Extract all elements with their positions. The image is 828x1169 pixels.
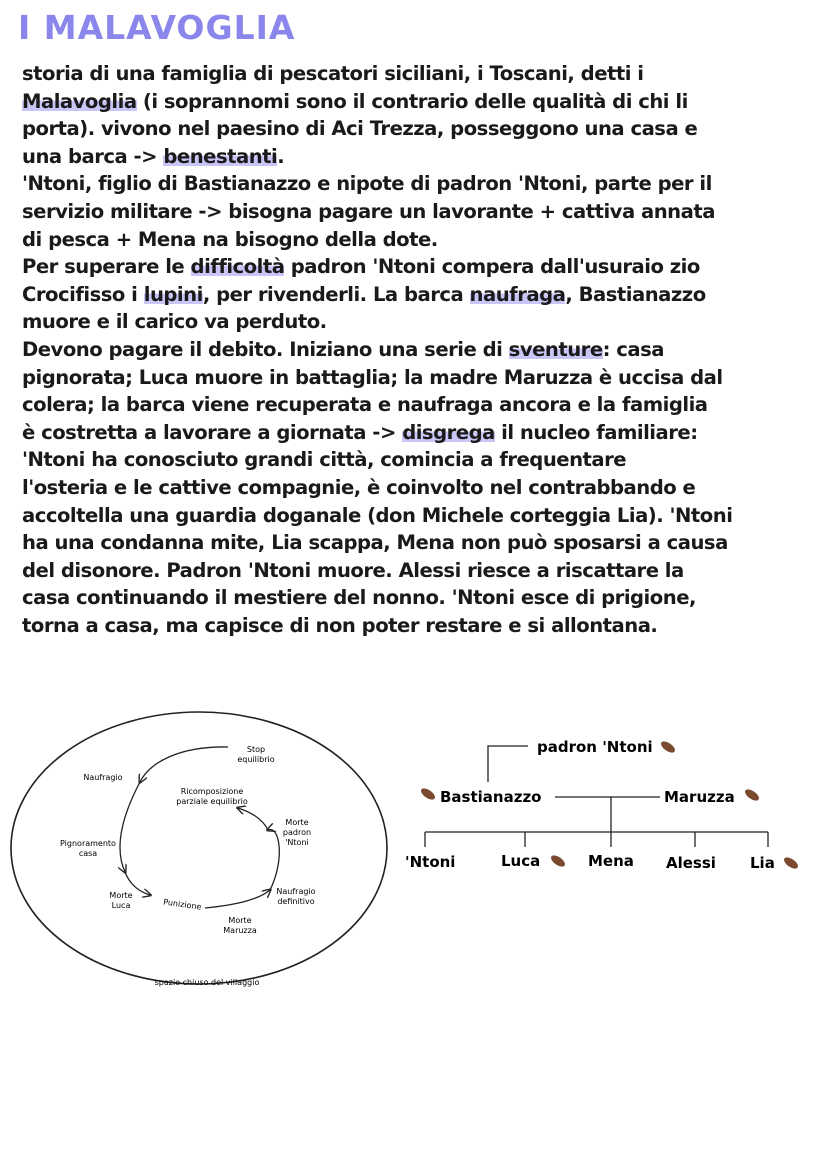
label-morte-padron-1: Morte [285,818,309,827]
text-line [22,474,812,502]
text-segment: servizio militare -> bisogna pagare un lavorante + cattiva annata [22,199,715,223]
text-segment: muore e il carico va perduto. [22,310,327,334]
padron-ntoni-name: padron 'Ntoni [537,738,653,756]
label-pignoramento-2: casa [78,849,98,858]
text-line [22,529,812,557]
label-ricomposizione-2: parziale equilibrio [176,797,248,806]
text-segment: di pesca + Mena na bisogno della dote. [22,227,438,251]
label-naufragio-def-2: definitivo [277,897,315,906]
text-segment: torna a casa, ma capisce di non poter restare e si allontana. [22,613,658,637]
text-line [22,115,812,143]
bastianazzo-name: Bastianazzo [440,788,542,806]
text-line [22,336,812,364]
label-pignoramento-1: Pignoramento [60,839,116,848]
family-tree [400,722,810,882]
village-ellipse [11,712,387,984]
arrow-to-morte-padron [268,830,279,890]
text-line [22,391,812,419]
text-segment: ha una condanna mite, Lia scappa, Mena non può sposarsi a causa [22,531,728,555]
deceased-marker-luca [549,853,567,869]
deceased-marker-bastianazzo [419,786,437,802]
text-line [22,584,812,612]
page-title: I MALAVOGLIA [18,8,296,47]
highlighted-term: disgrega [402,420,495,444]
text-segment: . [277,144,285,168]
text-segment: Devono pagare il debito. Iniziano una serie di [22,337,509,361]
arrow-naufragio-to-pignoramento [120,782,140,872]
arrow-punizione-to-naufragio-def [205,890,270,908]
label-spazio-chiuso: spazio chiuso del villaggio [154,978,260,987]
text-segment: è costretta a lavorare a giornata -> [22,420,403,444]
text-segment: porta). vivono nel paesino di Aci Trezza, posseggono una casa e [22,117,698,141]
text-line [22,170,812,198]
highlighted-term: lupini [143,282,203,306]
child-ntoni: 'Ntoni [405,853,456,871]
label-morte-maruzza-2: Maruzza [223,926,257,935]
text-segment: Per superare le [22,255,191,279]
text-line [22,308,812,336]
text-segment: , per rivenderli. La barca [202,282,470,306]
highlighted-term: Malavoglia [22,89,137,113]
text-line [22,281,812,309]
label-punizione: Punizione [162,897,202,912]
text-line [22,446,812,474]
label-naufragio: Naufragio [83,773,123,782]
text-line [22,612,812,640]
text-segment: accoltella una guardia doganale (don Michele corteggia Lia). 'Ntoni [22,503,733,527]
highlighted-term: benestanti [163,144,278,168]
text-line [22,253,812,281]
highlighted-term: sventure [508,337,603,361]
label-naufragio-def-1: Naufragio [276,887,316,896]
label-equilibrio: equilibrio [237,755,275,764]
text-segment: il nucleo familiare: [494,420,698,444]
text-segment: una barca -> [22,144,164,168]
label-morte-padron-2: padron [282,828,312,837]
text-segment: padron 'Ntoni compera dall'usuraio zio [284,255,700,279]
text-segment: 'Ntoni ha conosciuto grandi città, comincia a frequentare [22,448,627,472]
text-segment: 'Ntoni, figlio di Bastianazzo e nipote di padron 'Ntoni, parte per il [22,172,712,196]
child-lia: Lia [750,854,775,872]
text-segment: (i soprannomi sono il contrario delle qualità di chi li [136,89,688,113]
deceased-marker-padron [659,739,677,755]
text-segment: del disonore. Padron 'Ntoni muore. Alessi riesce a riscattare la [22,558,684,582]
label-ricomposizione-1: Ricomposizione [180,787,244,796]
text-line [22,88,812,116]
text-segment: storia di una famiglia di pescatori siciliani, i Toscani, detti i [22,62,644,85]
text-line [22,60,812,88]
text-segment: casa continuando il mestiere del nonno. 'Ntoni esce di prigione, [22,586,696,610]
arrow-stop-to-naufragio [140,747,228,782]
text-line [22,419,812,447]
label-morte-luca-2: Luca [111,901,131,910]
deceased-marker-maruzza [743,787,761,803]
summary-text [22,60,812,639]
text-line [22,364,812,392]
text-line [22,502,812,530]
arrow-to-ricomposizione [238,808,268,830]
label-stop: Stop [246,745,266,754]
maruzza-name: Maruzza [664,788,735,806]
text-segment: l'osteria e le cattive compagnie, è coinvolto nel contrabbando e [22,475,696,499]
text-line [22,198,812,226]
text-segment: pignorata; Luca muore in battaglia; la madre Maruzza è uccisa dal [22,365,723,389]
label-morte-padron-3: 'Ntoni [285,838,309,847]
text-line [22,226,812,254]
label-morte-maruzza-1: Morte [228,916,252,925]
text-segment: Crocifisso i [22,282,144,306]
deceased-marker-lia [782,855,800,871]
child-mena: Mena [588,852,634,870]
child-luca: Luca [501,852,541,870]
text-segment: , Bastianazzo [565,282,706,306]
text-line [22,557,812,585]
text-segment: : casa [602,337,665,361]
child-alessi: Alessi [666,854,716,872]
text-line [22,143,812,171]
label-morte-luca-1: Morte [109,891,133,900]
text-segment: colera; la barca viene recuperata e naufraga ancora e la famiglia [22,393,708,417]
highlighted-term: difficoltà [190,255,285,279]
cycle-diagram [0,700,400,1000]
highlighted-term: naufraga [469,282,566,306]
